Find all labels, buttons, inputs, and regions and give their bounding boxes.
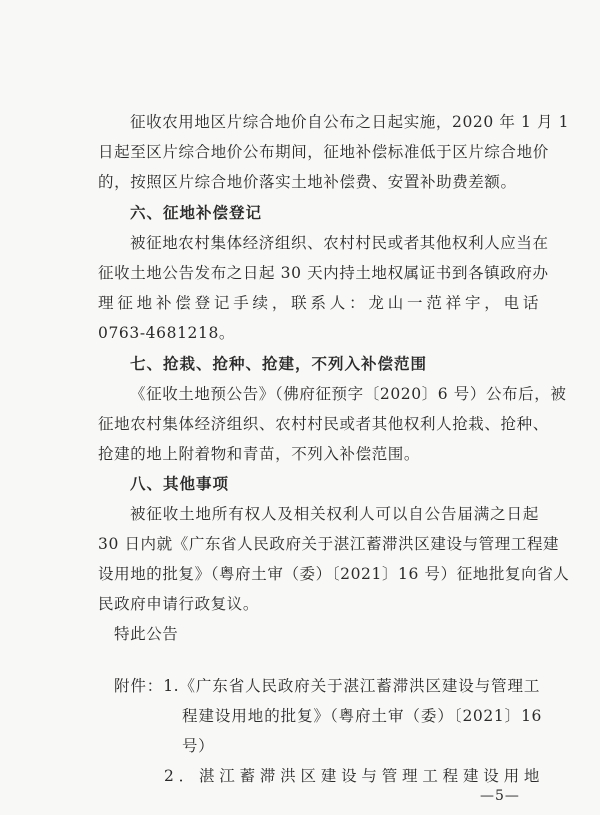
paragraph-line: 征收土地公告发布之日起 30 天内持土地权属证书到各镇政府办 [98,264,549,282]
attachment-line: 2．湛江蓄滞洪区建设与管理工程建设用地 [164,767,540,785]
page-number: —5— [480,788,520,804]
section-heading: 八、其他事项 [130,475,230,493]
paragraph-line: 设用地的批复》（粤府土审（委）〔2021〕16 号）征地批复向省人 [98,565,570,583]
paragraph-line: 的，按照区片综合地价落实土地补偿费、安置补助费差额。 [98,173,517,191]
paragraph-line: 理征地补偿登记手续，联系人：龙山一范祥宇，电话 [98,294,539,312]
section-heading: 七、抢栽、抢种、抢建，不列入补偿范围 [130,355,428,373]
paragraph-line: 抢建的地上附着物和青苗，不列入补偿范围。 [98,445,421,463]
paragraph-line: 征地农村集体经济组织、农村村民或者其他权利人抢栽、抢种、 [98,415,549,433]
attachment-line: 附件：1.《广东省人民政府关于湛江蓄滞洪区建设与管理工 [114,677,540,695]
attachment-line: 程建设用地的批复》（粤府土审（委）〔2021〕16 [182,707,542,725]
paragraph-line: 0763-4681218。 [98,324,236,342]
closing-line: 特此公告 [114,625,179,643]
paragraph-line: 日起至区片综合地价公布期间，征地补偿标准低于区片综合地价 [98,143,549,161]
paragraph-line: 《征收土地预公告》（佛府征预字〔2020〕6 号）公布后，被 [130,385,567,403]
section-heading: 六、征地补偿登记 [130,204,263,222]
paragraph-line: 征收农用地区片综合地价自公布之日起实施，2020 年 1 月 1 [130,113,570,131]
paragraph-line: 30 日内就《广东省人民政府关于湛江蓄滞洪区建设与管理工程建 [98,535,560,553]
attachment-line: 号） [182,737,215,755]
paragraph-line: 被征收土地所有权人及相关权利人可以自公告届满之日起 [130,505,539,523]
paragraph-line: 被征地农村集体经济组织、农村村民或者其他权利人应当在 [130,234,549,252]
paragraph-line: 民政府申请行政复议。 [98,595,260,613]
